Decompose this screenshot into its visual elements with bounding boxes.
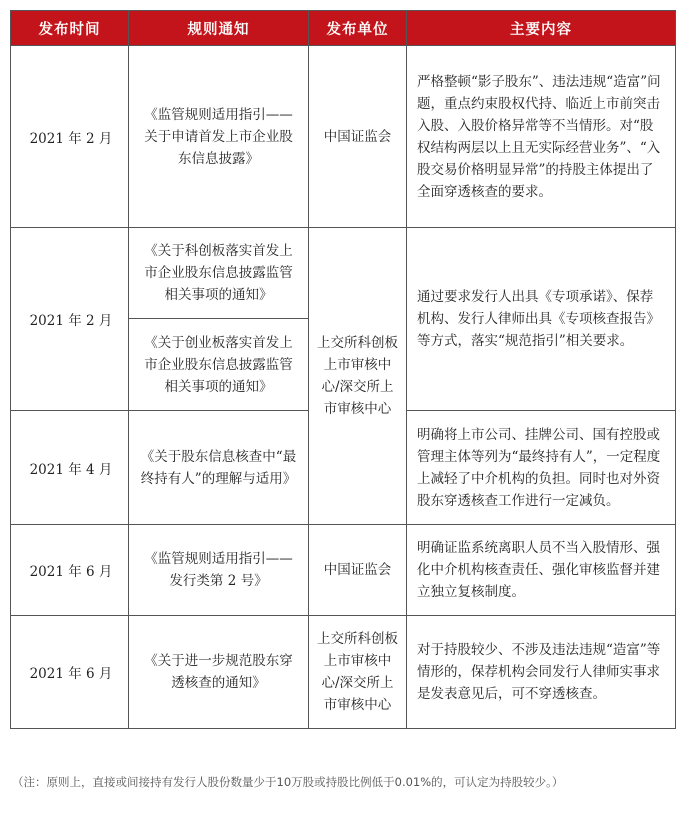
row-date: 2021 年 2 月 [11, 228, 129, 411]
row-content: 对于持股较少、不涉及违法违规“造富”等情形的，保荐机构会同发行人律师实事求是发表意见后，可不穿透核查。 [407, 616, 676, 729]
table-row [11, 525, 676, 616]
header-content: 主要内容 [407, 11, 676, 46]
row-issuer: 中国证监会 [309, 46, 407, 228]
footnote: （注：原则上，直接或间接持有发行人股份数量少于10万股或持股比例低于0.01%的，可认定为持股较少。） [12, 775, 564, 789]
row-rule: 《关于股东信息核查中“最终持有人”的理解与适用》 [129, 411, 309, 525]
table-header-row [11, 11, 676, 46]
table-row [11, 228, 676, 319]
header-issuer: 发布单位 [309, 11, 407, 46]
row-date: 2021 年 6 月 [11, 616, 129, 729]
row-date: 2021 年 4 月 [11, 411, 129, 525]
row-rule: 《关于创业板落实首发上市企业股东信息披露监管相关事项的通知》 [129, 319, 309, 411]
policy-table [10, 10, 676, 729]
table-row [11, 46, 676, 228]
table-row [11, 616, 676, 729]
header-date: 发布时间 [11, 11, 129, 46]
row-rule: 《关于进一步规范股东穿透核查的通知》 [129, 616, 309, 729]
row-date: 2021 年 6 月 [11, 525, 129, 616]
row-issuer: 上交所科创板上市审核中心/深交所上市审核中心 [309, 616, 407, 729]
row-rule: 《监管规则适用指引——关于申请首发上市企业股东信息披露》 [129, 46, 309, 228]
header-rule: 规则通知 [129, 11, 309, 46]
row-content: 明确证监系统离职人员不当入股情形、强化中介机构核查责任、强化审核监督并建立独立复核制度。 [407, 525, 676, 616]
row-content: 通过要求发行人出具《专项承诺》、保荐机构、发行人律师出具《专项核查报告》等方式，落实“规范指引”相关要求。 [407, 228, 676, 411]
row-rule: 《监管规则适用指引——发行类第 2 号》 [129, 525, 309, 616]
row-rule: 《关于科创板落实首发上市企业股东信息披露监管相关事项的通知》 [129, 228, 309, 319]
row-issuer: 上交所科创板上市审核中心/深交所上市审核中心 [309, 228, 407, 525]
row-content: 严格整顿“影子股东”、违法违规“造富”问题，重点约束股权代持、临近上市前突击入股、入股价格异常等不当情形。对“股权结构两层以上且无实际经营业务”、“入股交易价格明显异常”的持股主体提出了全面穿透核查的要求。 [407, 46, 676, 228]
row-content: 明确将上市公司、挂牌公司、国有控股或管理主体等列为“最终持有人”，一定程度上减轻了中介机构的负担。同时也对外资股东穿透核查工作进行一定减负。 [407, 411, 676, 525]
row-issuer: 中国证监会 [309, 525, 407, 616]
row-date: 2021 年 2 月 [11, 46, 129, 228]
